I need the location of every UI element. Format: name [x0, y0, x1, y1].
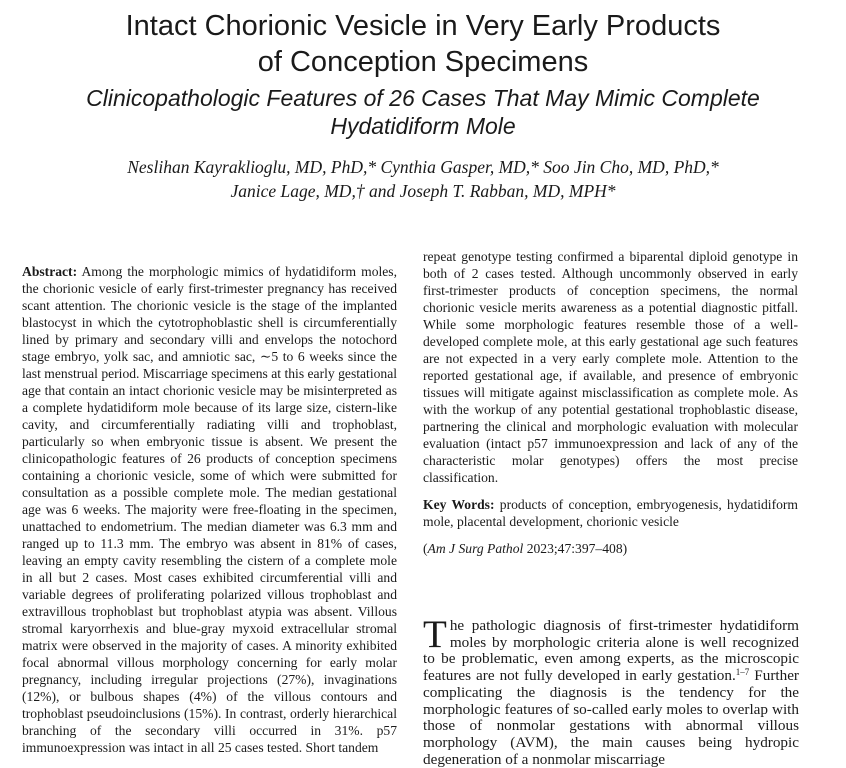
introduction-text-a: he pathologic diagnosis of first-trimester hydatidiform moles by morphologic criteria alone is well recognized to be problematic, even among experts, as the microscopic features are not fully developed in early gestation. [423, 617, 799, 685]
article-title-line-2: of Conception Specimens [257, 46, 589, 78]
citation-journal: Am J Surg Pathol [427, 541, 524, 556]
right-column [423, 248, 798, 557]
left-column [22, 263, 397, 756]
keywords-paragraph [423, 496, 798, 530]
abstract-continuation: repeat genotype testing confirmed a biparental diploid genotype in both of 2 cases tested. Although uncommonly observed in early first-trimester products of conception specimens, the normal chorionic vesicle merits awareness as a potential diagnostic pitfall. While some morphologic features resemble those of a well-developed complete mole, at this early gestational age such features are not expected in a very early complete mole. Attention to the reported gestational age, if available, and presence of embryonic tissues will mitigate against misclassification as complete mole. As with the workup of any potential gestational trophoblastic disease, partnering the clinical and morphologic evaluation with molecular evaluation (intact p57 immunoexpression and lack of any of the characteristic molar genotypes) offers the most precise classification. [423, 249, 798, 485]
citation-open: ( [423, 541, 428, 556]
drop-cap: T [423, 613, 447, 656]
article-title [0, 8, 846, 80]
author-list-line-1: Neslihan Kayraklioglu, MD, PhD,* Cynthia Gasper, MD,* Soo Jin Cho, MD, PhD,* [127, 157, 719, 177]
introduction-body [423, 613, 799, 768]
keywords-text: products of conception, embryogenesis, hydatidiform mole, placental development, chorionic vesicle [423, 497, 798, 529]
abstract-paragraph [22, 263, 397, 756]
introduction-text-b: Further complicating the diagnosis is the tendency for the morphologic features of so-called early moles to overlap with those of nonmolar gestations with abnormal villous morphology (AVM), the main causes being hydropic degeneration of a nonmolar miscarriage [423, 667, 799, 768]
article-title-line-1: Intact Chorionic Vesicle in Very Early Products [125, 10, 721, 42]
keywords-label: Key Words: [423, 497, 495, 512]
citation [423, 540, 798, 557]
author-list-line-2: Janice Lage, MD,† and Joseph T. Rabban, MD, MPH* [230, 181, 616, 201]
introduction-paragraph [423, 613, 799, 768]
article-subtitle [0, 84, 846, 140]
reference-superscript: 1–7 [735, 667, 750, 678]
article-subtitle-line-1: Clinicopathologic Features of 26 Cases That May Mimic Complete [86, 85, 760, 111]
article-subtitle-line-2: Hydatidiform Mole [330, 113, 516, 139]
abstract-text-left: Among the morphologic mimics of hydatidiform moles, the chorionic vesicle of early first-trimester pregnancy has received scant attention. The chorionic vesicle is the stage of the implanted blastocyst in which the cytotrophoblastic shell is circumferentially lined by primary and secondary villi and envelops the notochord stage embryo, yolk sac, and amniotic sac, ∼5 to 6 weeks since the last menstrual period. Miscarriage specimens at this early gestational age that contain an intact chorionic vesicle may be misinterpreted as a complete hydatidiform mole because of its large size, cistern-like cavity, and circumferentially radiating villi and trophoblast, particularly so when embryonic tissue is absent. We present the clinicopathologic features of 26 products of conception specimens containing a chorionic vesicle, some of which were submitted for consultation as a possible complete mole. The median gestational age was 6 weeks. The majority were free-floating in the specimen, unattached to endometrium. The median diameter was 6.3 mm and ranged up to 11.3 mm. The embryo was absent in 81% of cases, leaving an empty cavity resembling the cistern of a complete mole in all but 2 cases. Most cases exhibited circumferential villi and variable degrees of proliferating polarized villous trophoblast and extravillous trophoblast but trophoblast atypia was absent. Villous stromal karyorrhexis and blue-gray myxoid extracellular stromal matrix were observed in the majority of cases. A minority exhibited focal abnormal villous morphology concerning for early molar pregnancy, including irregular projections (27%), invaginations (12%), or bulbous shapes (4%) of the villous contours and trophoblast pseudoinclusions (15%). In contrast, orderly hierarchical branching of the secondary villi occurred in 31%. p57 immunoexpression was intact in all 25 cases tested. Short tandem [22, 264, 397, 755]
author-list [0, 155, 846, 203]
abstract-label: Abstract: [22, 264, 78, 279]
citation-details: 2023;47:397–408) [523, 541, 628, 556]
